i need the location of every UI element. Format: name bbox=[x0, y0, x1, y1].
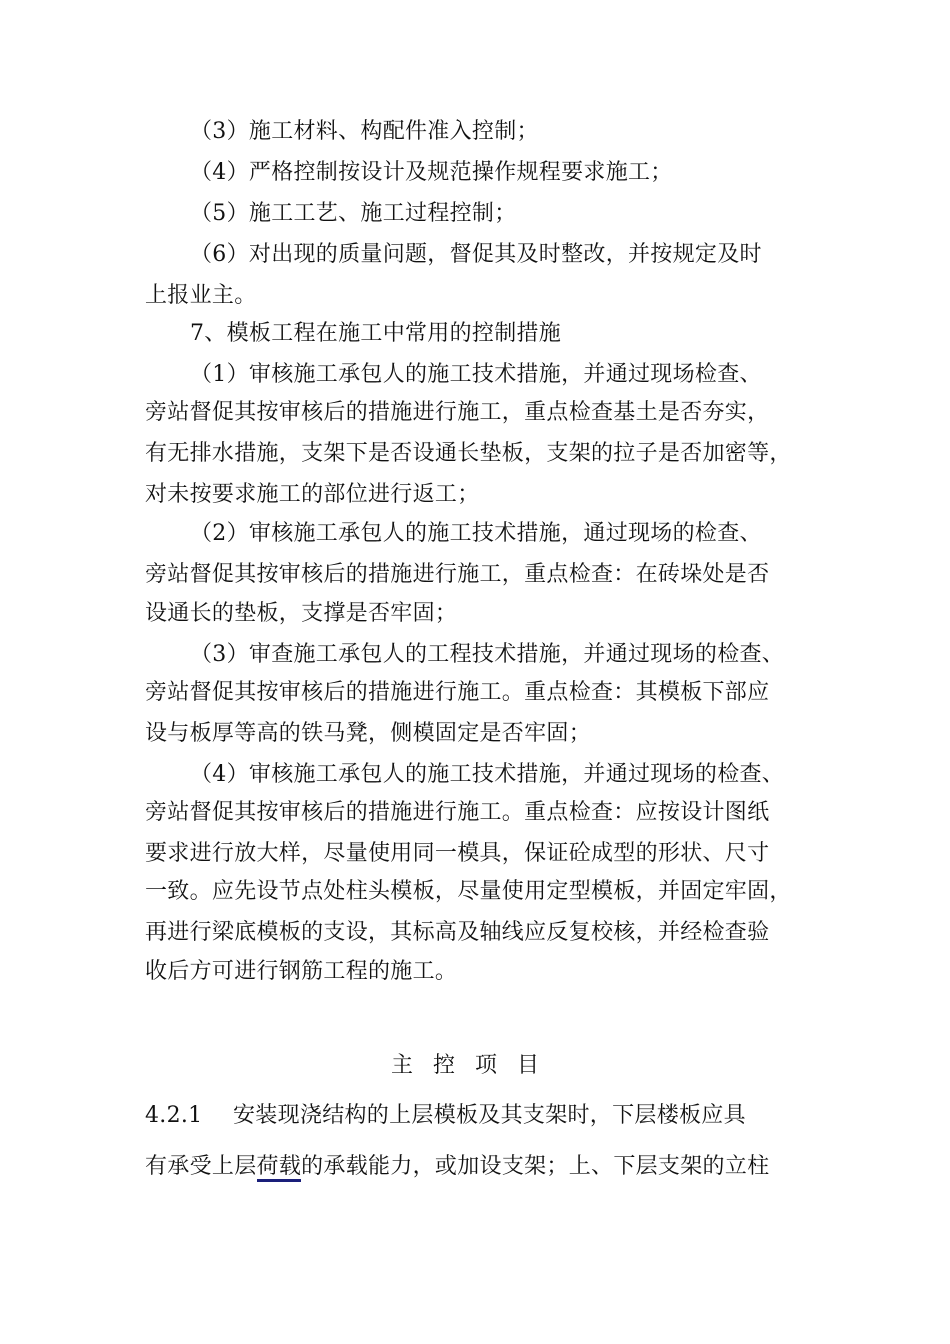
clause-line bbox=[145, 1152, 810, 1182]
clause-line bbox=[145, 1101, 810, 1131]
paragraph-line: 再进行梁底模板的支设，其标高及轴线应反复校核，并经检查验 bbox=[145, 920, 770, 945]
paragraph-line: 上报业主。 bbox=[145, 283, 257, 308]
clause-text: 安装现浇结构的上层模板及其支架时，下层楼板应具 bbox=[233, 1103, 746, 1128]
paragraph-line: 旁站督促其按审核后的措施进行施工，重点检查：在砖垛处是否 bbox=[145, 562, 770, 587]
paragraph-line: （3）审查施工承包人的工程技术措施，并通过现场的检查、 bbox=[190, 642, 785, 667]
paragraph-line: （6）对出现的质量问题，督促其及时整改，并按规定及时 bbox=[190, 242, 762, 267]
paragraph-line: （5）施工工艺、施工过程控制； bbox=[190, 201, 517, 226]
paragraph-line: 对未按要求施工的部位进行返工； bbox=[145, 482, 480, 507]
paragraph-line: （2）审核施工承包人的施工技术措施，通过现场的检查、 bbox=[190, 521, 762, 546]
paragraph-line: 设通长的垫板，支撑是否牢固； bbox=[145, 601, 458, 626]
paragraph-line: （3）施工材料、构配件准入控制； bbox=[190, 119, 539, 144]
paragraph-line: 旁站督促其按审核后的措施进行施工。重点检查：应按设计图纸 bbox=[145, 800, 770, 825]
paragraph-line: （1）审核施工承包人的施工技术措施，并通过现场检查、 bbox=[190, 362, 762, 387]
paragraph-line: （4）审核施工承包人的施工技术措施，并通过现场的检查、 bbox=[190, 762, 785, 787]
paragraph-line: 设与板厚等高的铁马凳，侧模固定是否牢固； bbox=[145, 721, 592, 746]
clause-text: 有承受上层 bbox=[145, 1154, 257, 1179]
paragraph-line: 有无排水措施，支架下是否设通长垫板，支架的拉子是否加密等， bbox=[145, 441, 792, 466]
section-heading: 主控项目 bbox=[390, 1053, 559, 1078]
paragraph-line: 旁站督促其按审核后的措施进行施工。重点检查：其模板下部应 bbox=[145, 680, 770, 705]
clause-text: 的承载能力，或加设支架；上、下层支架的立柱 bbox=[301, 1154, 770, 1179]
paragraph-line: 旁站督促其按审核后的措施进行施工，重点检查基土是否夯实， bbox=[145, 400, 770, 425]
paragraph-line: 收后方可进行钢筋工程的施工。 bbox=[145, 959, 458, 984]
paragraph-line: 要求进行放大样，尽量使用同一模具，保证砼成型的形状、尺寸 bbox=[145, 841, 770, 866]
paragraph-line: 一致。应先设节点处柱头模板，尽量使用定型模板，并固定牢固， bbox=[145, 879, 792, 904]
section-subtitle: 7、模板工程在施工中常用的控制措施 bbox=[190, 321, 562, 346]
clause-number: 4.2.1 bbox=[145, 1103, 203, 1128]
paragraph-line: （4）严格控制按设计及规范操作规程要求施工； bbox=[190, 160, 673, 185]
underlined-term: 荷载 bbox=[257, 1154, 302, 1182]
